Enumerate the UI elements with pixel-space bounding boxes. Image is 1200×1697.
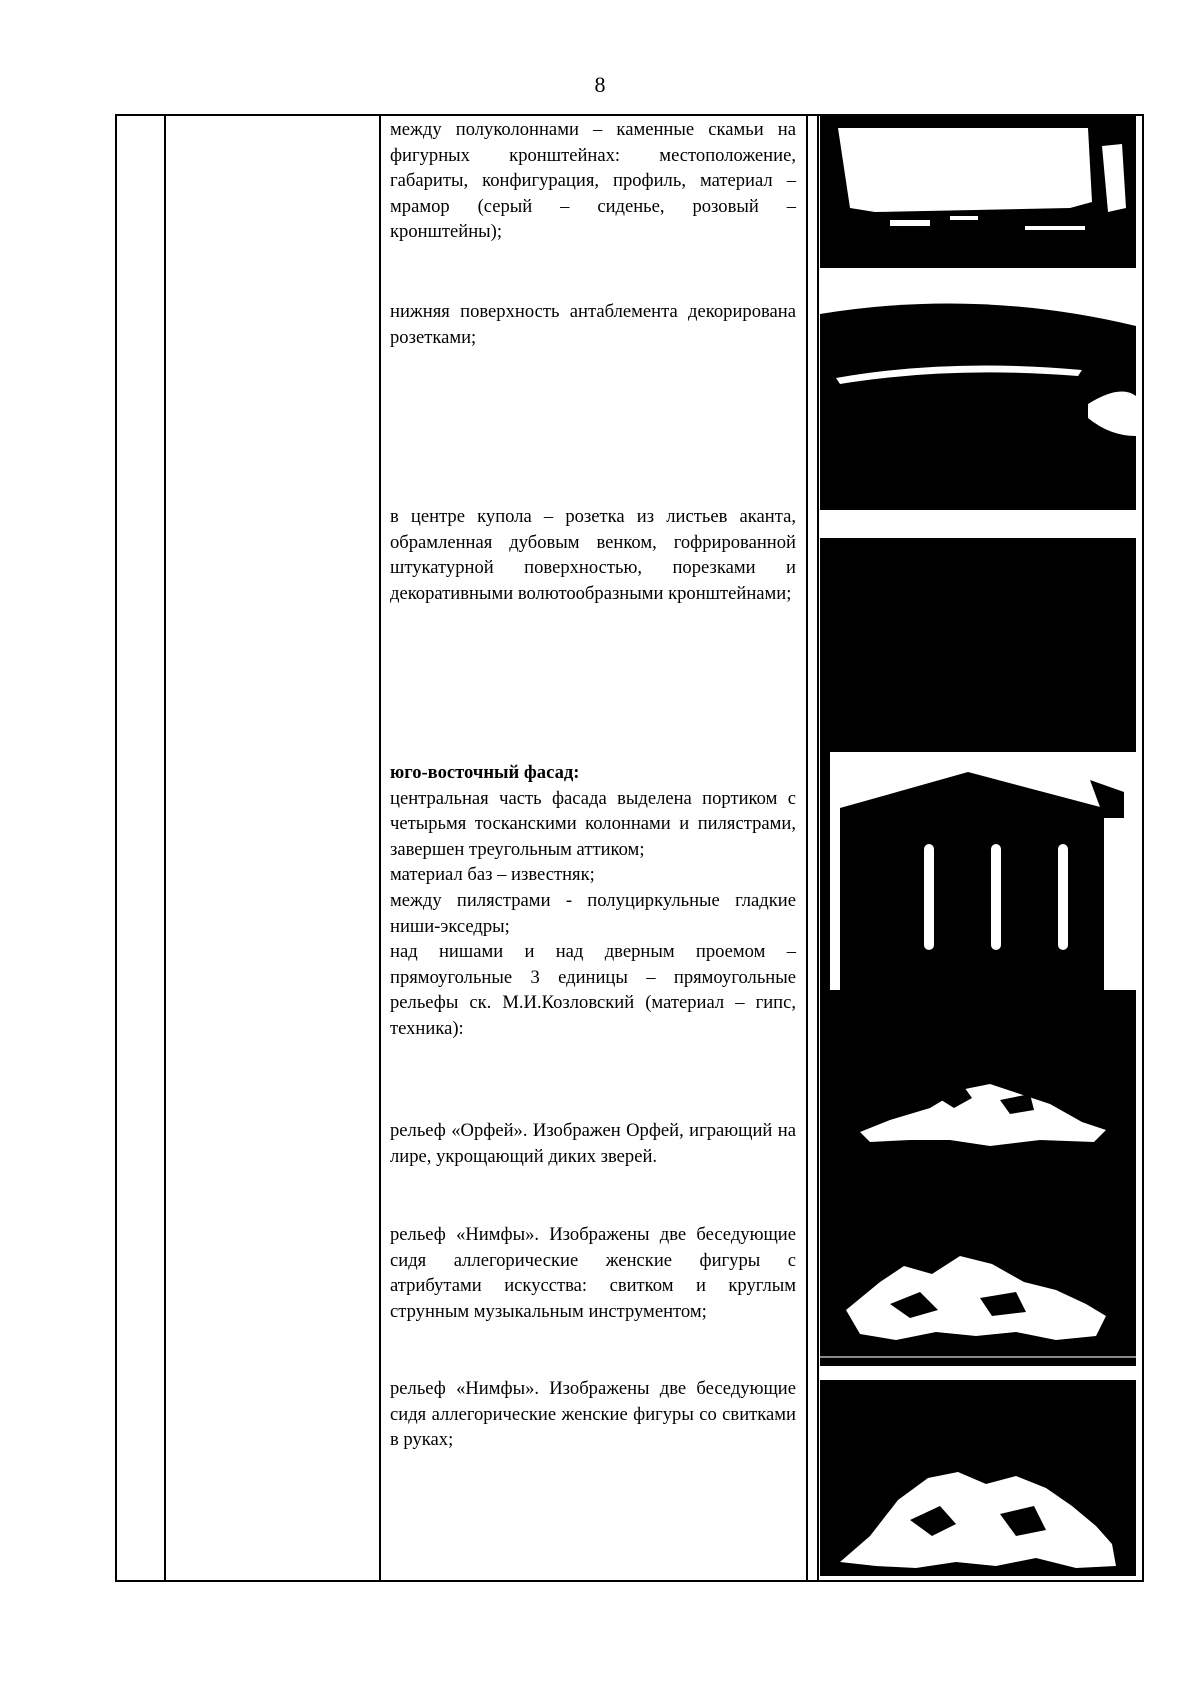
photo-relief-nymphs-1: [820, 1164, 1136, 1366]
photo-dome-rosette: [820, 538, 1136, 752]
paragraph-benches: [390, 117, 796, 245]
column-divider-2: [379, 116, 381, 1580]
paragraph-text: рельеф «Нимфы». Изображены две беседующие сидя аллегорические женские фигуры с атрибутами искусства: свитком и круглым струнным музыкальным инструментом;: [390, 1224, 796, 1322]
paragraph-text: центральная часть фасада выделена портиком с четырьмя тосканскими колоннами и пилястрами, завершен треугольным аттиком;: [390, 787, 796, 860]
paragraph-dome-rosette: [390, 504, 796, 606]
photo-portico: [820, 752, 1136, 990]
paragraph-text: над нишами и над дверным проемом – прямоугольные 3 единицы – прямоугольные рельефы ск. М.И.Козловский (материал – гипс, техника):: [390, 941, 796, 1039]
paragraph-text: в центре купола – розетка из листьев аканта, обрамленная дубовым венком, гофрированной штукатурной поверхностью, порезками и декоративными волютообразными кронштейнами;: [390, 506, 796, 604]
column-divider-1: [164, 116, 166, 1580]
paragraph-text: рельеф «Нимфы». Изображены две беседующие сидя аллегорические женские фигуры со свитками в руках;: [390, 1378, 796, 1451]
paragraph-nymphs-1: [390, 1222, 796, 1324]
paragraph-southeast-facade: [390, 760, 796, 1042]
photo-entablature: [820, 296, 1136, 510]
page-number: 8: [594, 72, 606, 97]
paragraph-text: между полуколоннами – каменные скамьи на фигурных кронштейнах: местоположение, габариты, конфигурация, профиль, материал – мрамор (серый – сиденье, розовый – кронштейны);: [390, 119, 796, 243]
section-heading: юго-восточный фасад:: [390, 762, 580, 783]
paragraph-nymphs-2: [390, 1376, 796, 1453]
paragraph-entablature: [390, 299, 796, 350]
photo-benches: [820, 116, 1136, 268]
paragraph-text: рельеф «Орфей». Изображен Орфей, играющий на лире, укрощающий диких зверей.: [390, 1120, 796, 1167]
paragraph-text: материал баз – известняк;: [390, 864, 595, 886]
paragraph-text: нижняя поверхность антаблемента декорирована розетками;: [390, 301, 796, 348]
paragraph-text: между пилястрами - полуциркульные гладкие ниши-экседры;: [390, 889, 796, 937]
column-divider-3: [806, 116, 808, 1580]
paragraph-orpheus: [390, 1118, 796, 1169]
photo-relief-orpheus: [820, 990, 1136, 1164]
column-divider-4: [817, 116, 819, 1580]
photo-relief-nymphs-2: [820, 1380, 1136, 1576]
